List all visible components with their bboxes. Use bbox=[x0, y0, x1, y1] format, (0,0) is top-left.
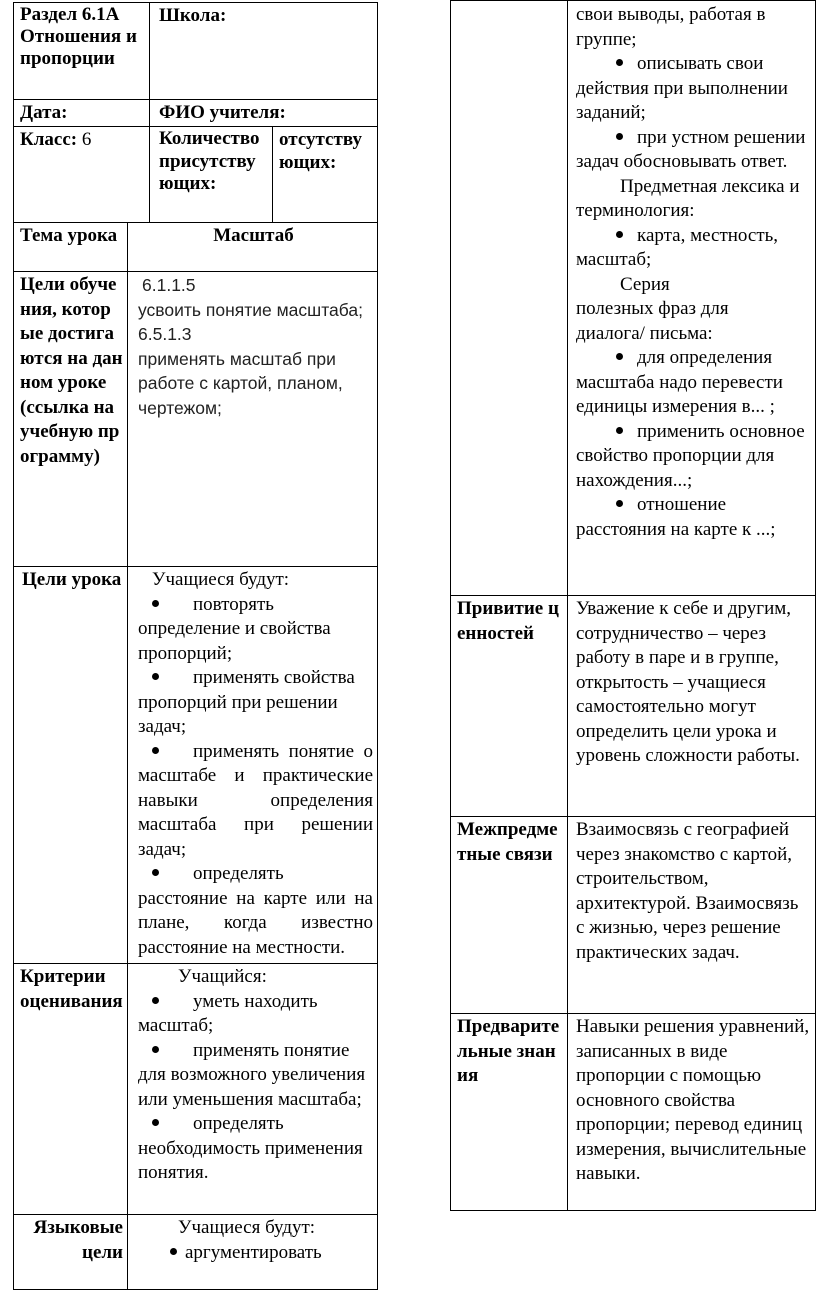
objective-code-1: 6.1.1.5 bbox=[142, 275, 196, 295]
topic-label-cell bbox=[13, 222, 128, 272]
teacher-cell bbox=[149, 99, 378, 127]
phrase-item: отношение расстояния на карте к ...; bbox=[576, 494, 776, 540]
language-intro: Учащиеся будут: bbox=[178, 1217, 316, 1238]
class-label: Класс: bbox=[20, 129, 78, 150]
continued-item: свои выводы, работая в группе; bbox=[576, 4, 766, 50]
objective-code-2: 6.5.1.3 bbox=[138, 324, 192, 344]
bullet-icon bbox=[152, 673, 159, 680]
interdisciplinary-label-cell bbox=[450, 816, 568, 1014]
criteria-item: уметь находить масштаб; bbox=[138, 990, 318, 1036]
topic-value: Масштаб bbox=[213, 225, 294, 246]
vocab-item: карта, местность, масштаб; bbox=[576, 224, 779, 270]
bullet-icon bbox=[170, 1248, 177, 1255]
bullet-icon bbox=[152, 997, 159, 1004]
objectives-cell bbox=[127, 271, 378, 567]
lesson-goals-label: Цели урока bbox=[22, 569, 122, 590]
interdisciplinary-cell bbox=[567, 816, 816, 1014]
school-label: Школа: bbox=[159, 5, 227, 26]
continued-item: описывать свои действия при выполнении заданий; bbox=[576, 53, 788, 123]
language-label: Языковые цели bbox=[33, 1217, 123, 1263]
phrases-heading: Серия полезных фраз для диалога/ письма: bbox=[576, 273, 729, 344]
topic-label: Тема урока bbox=[20, 225, 118, 246]
bullet-icon bbox=[152, 600, 159, 607]
language-cell bbox=[127, 1214, 378, 1290]
bullet-icon bbox=[152, 1119, 159, 1126]
values-cell bbox=[567, 595, 816, 817]
lesson-goal-item: применять понятие о масштабе и практические навыки определения масштаба при решении задач; bbox=[138, 740, 373, 860]
interdisciplinary-text: Взаимосвязь с географией через знакомство с картой, строительством, архитектурой. Взаимосвязь с жизнью, через решение практических задач. bbox=[576, 819, 799, 963]
objective-text-2: применять масштаб при работе с картой, планом, чертежом; bbox=[138, 348, 343, 418]
objectives-label-cell bbox=[13, 271, 128, 567]
date-label: Дата: bbox=[20, 102, 68, 123]
language-label-cell bbox=[13, 1214, 128, 1290]
criteria-label: Критерии оценивания bbox=[20, 966, 123, 1012]
prior-knowledge-label-cell bbox=[450, 1013, 568, 1211]
date-cell bbox=[13, 99, 150, 127]
present-cell bbox=[149, 126, 273, 223]
lesson-goals-label-cell bbox=[13, 566, 128, 964]
lesson-goal-item: применять свойства пропорций при решении задач; bbox=[138, 667, 355, 737]
absent-label: отсутствующих: bbox=[279, 129, 362, 173]
absent-cell bbox=[272, 126, 378, 223]
bullet-icon bbox=[616, 427, 623, 434]
values-text: Уважение к себе и другим, сотрудничество – через работу в паре и в группе, открытость – учащиеся самостоятельно могут определить цели урока и уровень сложности работы. bbox=[576, 598, 800, 766]
criteria-intro: Учащийся: bbox=[178, 966, 267, 987]
values-label-cell bbox=[450, 595, 568, 817]
vocab-heading: Предметная лексика и терминология: bbox=[576, 175, 800, 221]
objective-text-1: усвоить понятие масштаба; bbox=[138, 299, 363, 320]
criteria-item: применять понятие для возможного увеличения или уменьшения масштаба; bbox=[138, 1039, 366, 1110]
criteria-item: определять необходимость применения понятия. bbox=[138, 1113, 363, 1183]
right-continued-label-cell bbox=[450, 0, 568, 596]
phrase-item: для определения масштаба надо перевести единицы измерения в... ; bbox=[576, 347, 783, 417]
class-value: 6 bbox=[81, 129, 92, 150]
interdisciplinary-label: Межпредметные связи bbox=[457, 819, 558, 865]
bullet-icon bbox=[152, 747, 159, 754]
school-cell bbox=[149, 2, 378, 100]
continued-item: при устном решении задач обосновывать ответ. bbox=[576, 126, 806, 172]
section-cell bbox=[13, 2, 150, 100]
present-label: Количество присутствующих: bbox=[159, 128, 260, 194]
bullet-icon bbox=[152, 1046, 159, 1053]
criteria-label-cell bbox=[13, 963, 128, 1215]
prior-knowledge-text: Навыки решения уравнений, записанных в виде пропорции с помощью основного свойства пропорции; перевод единиц измерения, вычислительные навыки. bbox=[576, 1016, 810, 1184]
criteria-cell bbox=[127, 963, 378, 1215]
language-item: аргументировать bbox=[138, 1241, 373, 1266]
lesson-goals-intro: Учащиеся будут: bbox=[152, 569, 290, 590]
lesson-goals-cell bbox=[127, 566, 378, 964]
class-cell bbox=[13, 126, 150, 223]
bullet-icon bbox=[616, 500, 623, 507]
bullet-icon bbox=[616, 133, 623, 140]
prior-knowledge-label: Предварительные знания bbox=[457, 1016, 560, 1086]
topic-value-cell bbox=[127, 222, 378, 272]
bullet-icon bbox=[152, 869, 159, 876]
values-label: Привитие ценностей bbox=[457, 598, 559, 644]
objectives-label: Цели обучения, которые достигаются на данном уроке (ссылка на учебную программу) bbox=[20, 274, 123, 467]
bullet-icon bbox=[616, 353, 623, 360]
lesson-goal-item: повторять определение и свойства пропорций; bbox=[138, 593, 331, 664]
teacher-label: ФИО учителя: bbox=[159, 102, 286, 123]
bullet-icon bbox=[616, 231, 623, 238]
lesson-goal-item: определять расстояние на карте или на плане, когда известно расстояние на местности. bbox=[138, 863, 373, 958]
section-label: Раздел 6.1А Отношения и пропорции bbox=[20, 4, 137, 69]
prior-knowledge-cell bbox=[567, 1013, 816, 1211]
bullet-icon bbox=[616, 59, 623, 66]
phrase-item: применить основное свойство пропорции для нахождения...; bbox=[576, 420, 805, 491]
language-continued-cell bbox=[567, 0, 816, 596]
